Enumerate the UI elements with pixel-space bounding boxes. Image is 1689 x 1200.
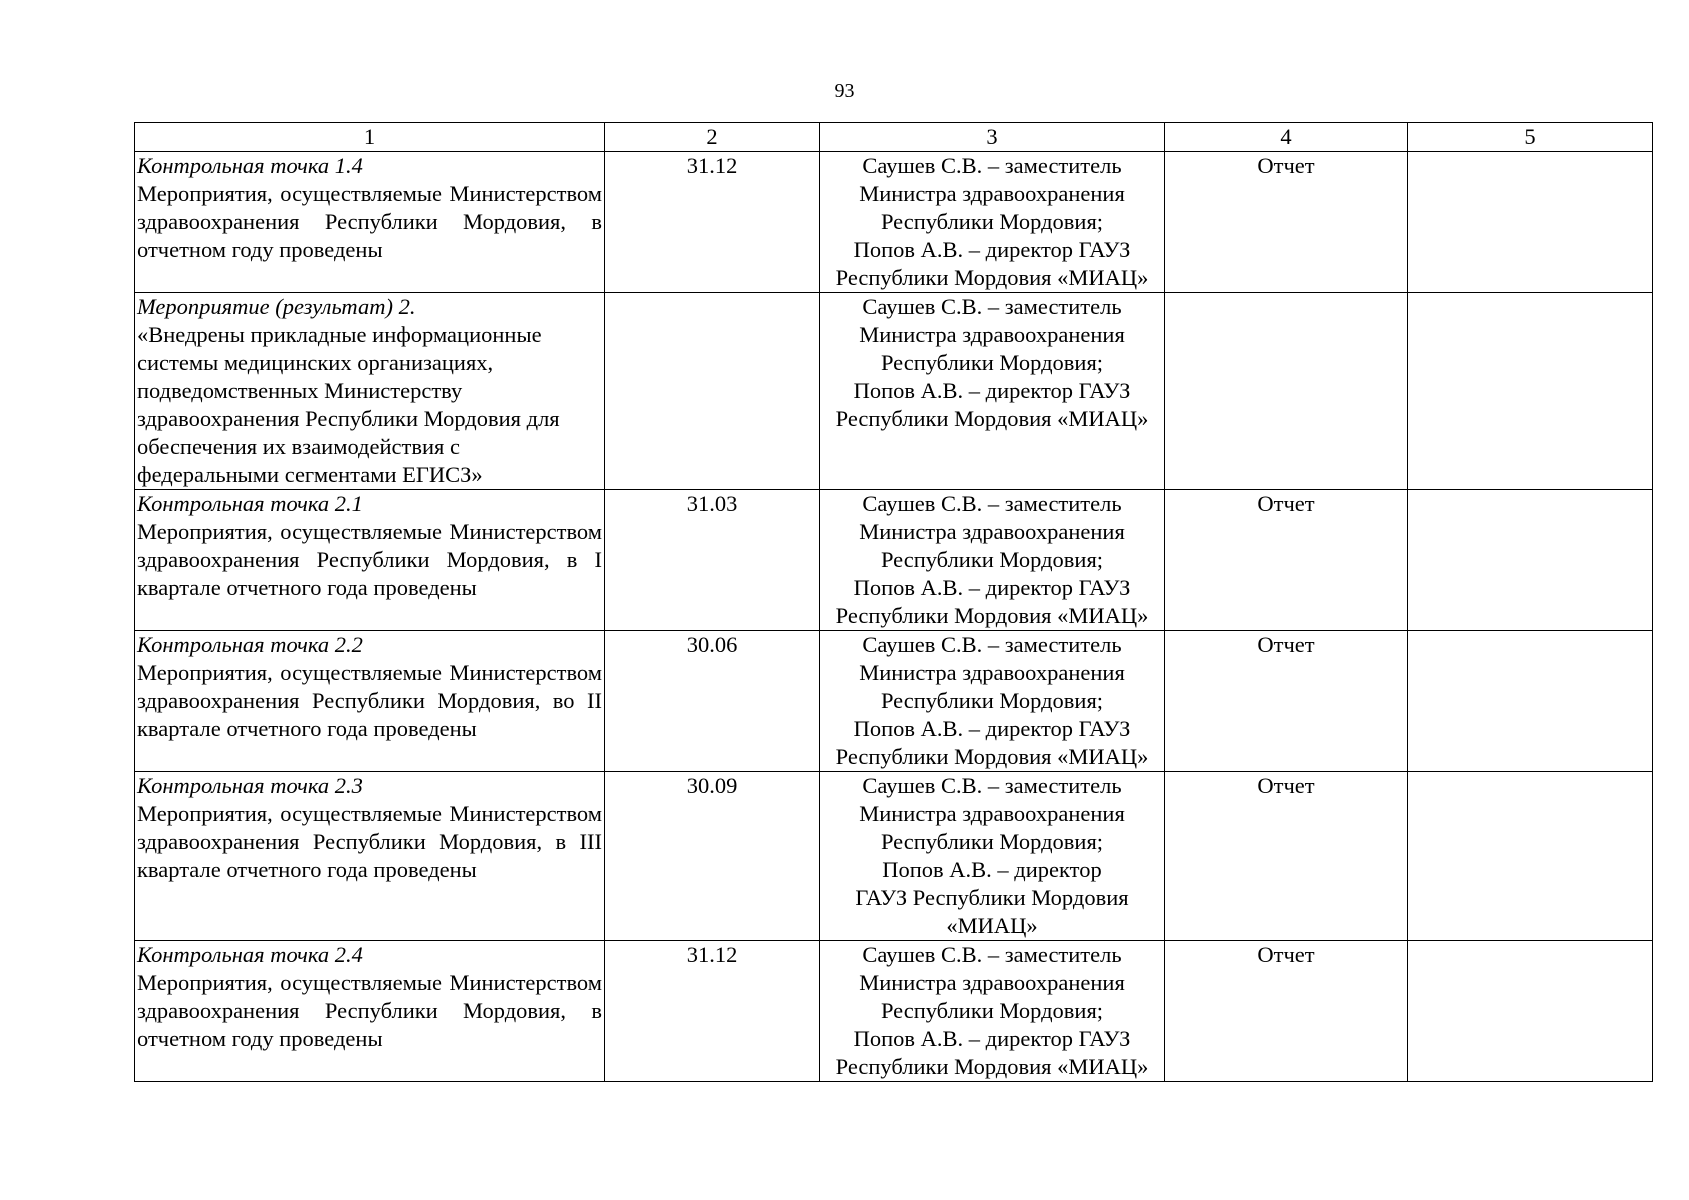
- responsible-line: Республики Мордовия «МИАЦ»: [835, 406, 1149, 431]
- checkpoint-title: Контрольная точка 2.4: [137, 942, 363, 967]
- responsible-line: Министра здравоохранения: [859, 519, 1125, 544]
- deadline-cell: [605, 293, 820, 490]
- responsible-cell: [820, 772, 1165, 941]
- responsible-line: Попов А.В. – директор ГАУЗ: [853, 1026, 1131, 1051]
- column-5-cell: [1408, 293, 1653, 490]
- measure-cell: [135, 152, 605, 293]
- measure-title: Мероприятие (результат) 2.: [137, 294, 416, 319]
- responsible-line: Республики Мордовия;: [880, 547, 1104, 572]
- responsible-line: Саушев С.В. – заместитель: [862, 632, 1122, 657]
- column-5-cell: [1408, 152, 1653, 293]
- table-row: [135, 772, 1653, 941]
- measure-cell: [135, 490, 605, 631]
- measure-description: «Внедрены прикладные информационные системы медицинских организациях, подведомственных Министерству здравоохранения Республики Мордовия для обеспечения их взаимодействия с федеральными сегментами ЕГИСЗ»: [137, 322, 560, 487]
- responsible-line: Попов А.В. – директор ГАУЗ: [853, 575, 1131, 600]
- document-cell: Отчет: [1165, 631, 1408, 772]
- responsible-line: Саушев С.В. – заместитель: [862, 491, 1122, 516]
- responsible-line: Республики Мордовия;: [880, 829, 1104, 854]
- responsible-line: Саушев С.В. – заместитель: [862, 153, 1122, 178]
- column-5-cell: [1408, 941, 1653, 1082]
- checkpoint-title: Контрольная точка 2.3: [137, 773, 363, 798]
- responsible-line: Министра здравоохранения: [859, 801, 1125, 826]
- checkpoint-description: Мероприятия, осуществляемые Министерством здравоохранения Республики Мордовия, в I квартале отчетного года проведены: [137, 519, 602, 600]
- checkpoint-title: Контрольная точка 2.2: [137, 632, 363, 657]
- responsible-line: Министра здравоохранения: [859, 322, 1125, 347]
- column-5-cell: [1408, 490, 1653, 631]
- deadline-cell: 31.03: [605, 490, 820, 631]
- measure-cell: [135, 941, 605, 1082]
- table-row: [135, 941, 1653, 1082]
- measure-cell: [135, 772, 605, 941]
- checkpoint-title: Контрольная точка 1.4: [137, 153, 363, 178]
- responsible-line: Саушев С.В. – заместитель: [862, 942, 1122, 967]
- responsible-cell: [820, 293, 1165, 490]
- column-5-cell: [1408, 772, 1653, 941]
- responsible-line: Министра здравоохранения: [859, 660, 1125, 685]
- page-number: 93: [834, 80, 855, 102]
- table-row: [135, 293, 1653, 490]
- deadline-cell: 31.12: [605, 152, 820, 293]
- responsible-line: Попов А.В. – директор ГАУЗ: [853, 237, 1131, 262]
- responsible-line: Республики Мордовия «МИАЦ»: [835, 603, 1149, 628]
- responsible-cell: [820, 152, 1165, 293]
- column-5-cell: [1408, 631, 1653, 772]
- responsible-line: Саушев С.В. – заместитель: [862, 773, 1122, 798]
- header-col-3: 3: [820, 123, 1165, 152]
- plan-table: [134, 122, 1653, 1082]
- document-cell: Отчет: [1165, 152, 1408, 293]
- responsible-cell: [820, 631, 1165, 772]
- responsible-line: Республики Мордовия;: [880, 998, 1104, 1023]
- responsible-line: Саушев С.В. – заместитель: [862, 294, 1122, 319]
- header-row: [135, 123, 1653, 152]
- checkpoint-description: Мероприятия, осуществляемые Министерством здравоохранения Республики Мордовия, в отчетном году проведены: [137, 970, 602, 1051]
- document-cell: Отчет: [1165, 941, 1408, 1082]
- document-cell: [1165, 293, 1408, 490]
- document-cell: Отчет: [1165, 490, 1408, 631]
- header-col-1: 1: [135, 123, 605, 152]
- deadline-cell: 31.12: [605, 941, 820, 1082]
- deadline-cell: 30.06: [605, 631, 820, 772]
- document-cell: Отчет: [1165, 772, 1408, 941]
- measure-cell: [135, 631, 605, 772]
- deadline-cell: 30.09: [605, 772, 820, 941]
- checkpoint-title: Контрольная точка 2.1: [137, 491, 363, 516]
- responsible-line: Министра здравоохранения: [859, 970, 1125, 995]
- responsible-line: ГАУЗ Республики Мордовия: [855, 885, 1129, 910]
- responsible-line: Министра здравоохранения: [859, 181, 1125, 206]
- header-col-5: 5: [1408, 123, 1653, 152]
- header-col-4: 4: [1165, 123, 1408, 152]
- checkpoint-description: Мероприятия, осуществляемые Министерством здравоохранения Республики Мордовия, в отчетном году проведены: [137, 181, 602, 262]
- responsible-line: Республики Мордовия;: [880, 350, 1104, 375]
- responsible-cell: [820, 490, 1165, 631]
- responsible-line: Республики Мордовия «МИАЦ»: [835, 265, 1149, 290]
- responsible-line: Республики Мордовия «МИАЦ»: [835, 744, 1149, 769]
- responsible-line: «МИАЦ»: [946, 913, 1038, 938]
- checkpoint-description: Мероприятия, осуществляемые Министерством здравоохранения Республики Мордовия, в III квартале отчетного года проведены: [137, 801, 602, 882]
- table-row: [135, 490, 1653, 631]
- responsible-line: Республики Мордовия «МИАЦ»: [835, 1054, 1149, 1079]
- checkpoint-description: Мероприятия, осуществляемые Министерством здравоохранения Республики Мордовия, во II квартале отчетного года проведены: [137, 660, 602, 741]
- responsible-line: Республики Мордовия;: [880, 688, 1104, 713]
- responsible-cell: [820, 941, 1165, 1082]
- measure-cell: [135, 293, 605, 490]
- responsible-line: Попов А.В. – директор: [882, 857, 1102, 882]
- responsible-line: Попов А.В. – директор ГАУЗ: [853, 378, 1131, 403]
- table-row: [135, 631, 1653, 772]
- responsible-line: Попов А.В. – директор ГАУЗ: [853, 716, 1131, 741]
- table-row: [135, 152, 1653, 293]
- responsible-line: Республики Мордовия;: [880, 209, 1104, 234]
- header-col-2: 2: [605, 123, 820, 152]
